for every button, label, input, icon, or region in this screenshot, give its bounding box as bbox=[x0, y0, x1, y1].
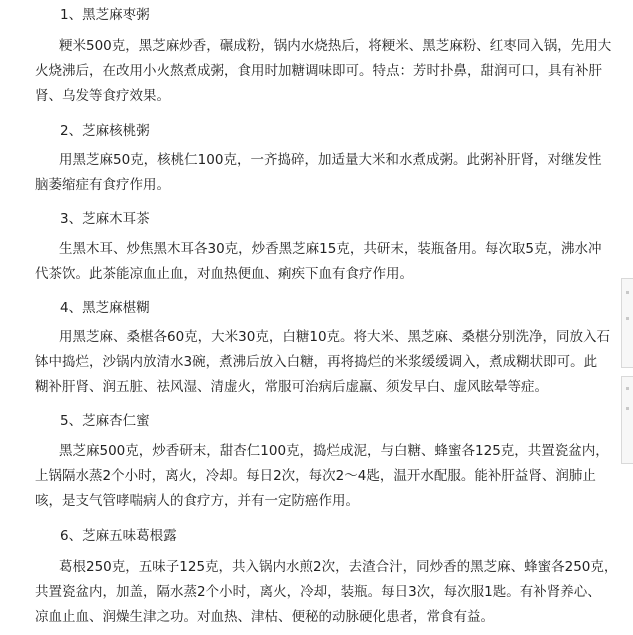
section-title-2: 2、芝麻核桃粥 bbox=[60, 123, 150, 139]
section-title-6: 6、芝麻五味葛根露 bbox=[60, 528, 177, 544]
section-body-1 bbox=[35, 34, 617, 109]
section-body-4 bbox=[35, 325, 617, 400]
grip-icon bbox=[626, 407, 629, 410]
body-line: 上锅隔水蒸2个小时，离火，冷却。每日2次，每次2～4匙，温开水配服。能补肝益肾、润肺止 bbox=[35, 468, 596, 484]
body-line: 代茶饮。此茶能凉血止血，对血热便血、痢疾下血有食疗作用。 bbox=[35, 266, 413, 282]
grip-icon bbox=[626, 317, 629, 320]
body-line: 粳米500克，黑芝麻炒香，碾成粉，锅内水烧热后，将粳米、黑芝麻粉、红枣同入锅，先用大 bbox=[59, 38, 612, 54]
body-line: 火烧沸后，在改用小火熬煮成粥，食用时加糖调味即可。特点：芳时扑鼻，甜润可口，具有补肝 bbox=[35, 63, 602, 79]
body-line: 用黑芝麻、桑椹各60克，大米30克，白糖10克。将大米、黑芝麻、桑椹分别洗净，同放入石 bbox=[59, 329, 611, 345]
section-body-5 bbox=[35, 439, 617, 514]
body-line: 钵中捣烂，沙锅内放清水3碗，煮沸后放入白糖，再将捣烂的米浆缓缓调入，煮成糊状即可。此 bbox=[35, 354, 598, 370]
grip-icon bbox=[626, 387, 629, 390]
section-title-4: 4、黑芝麻椹糊 bbox=[60, 300, 150, 316]
body-line: 凉血止血、润燥生津之功。对血热、津枯、便秘的动脉硬化患者，常食有益。 bbox=[35, 609, 494, 625]
section-body-3 bbox=[35, 237, 617, 287]
grip-icon bbox=[626, 291, 629, 294]
body-line: 脑萎缩症有食疗作用。 bbox=[35, 177, 170, 193]
body-line: 葛根250克，五味子125克，共入锅内水煎2次，去渣合汁，同炒香的黑芝麻、蜂蜜各250克， bbox=[59, 559, 618, 575]
side-tab-lower[interactable] bbox=[621, 376, 633, 464]
section-title-5: 5、芝麻杏仁蜜 bbox=[60, 413, 150, 429]
section-body-6 bbox=[35, 555, 617, 630]
body-line: 黑芝麻500克，炒香研末，甜杏仁100克，捣烂成泥，与白糖、蜂蜜各125克，共置瓷盆内， bbox=[59, 443, 609, 459]
section-body-2 bbox=[35, 148, 617, 198]
side-tab-upper[interactable] bbox=[621, 278, 633, 368]
body-line: 生黑木耳、炒焦黑木耳各30克，炒香黑芝麻15克，共研末，装瓶备用。每次取5克，沸水冲 bbox=[59, 241, 602, 257]
body-line: 肾、乌发等食疗效果。 bbox=[35, 88, 170, 104]
section-title-3: 3、芝麻木耳茶 bbox=[60, 211, 150, 227]
body-line: 用黑芝麻50克，核桃仁100克，一齐捣碎，加适量大米和水煮成粥。此粥补肝肾，对继发性 bbox=[59, 152, 602, 168]
body-line: 糊补肝肾、润五脏、祛风湿、清虚火，常服可治病后虚羸、须发早白、虚风眩晕等症。 bbox=[35, 379, 548, 395]
body-line: 咳，是支气管哮喘病人的食疗方，并有一定防癌作用。 bbox=[35, 493, 359, 509]
section-title-1: 1、黑芝麻枣粥 bbox=[60, 7, 150, 23]
body-line: 共置瓷盆内，加盖，隔水蒸2个小时，离火，冷却，装瓶。每日3次，每次服1匙。有补肾养心、 bbox=[35, 584, 601, 600]
